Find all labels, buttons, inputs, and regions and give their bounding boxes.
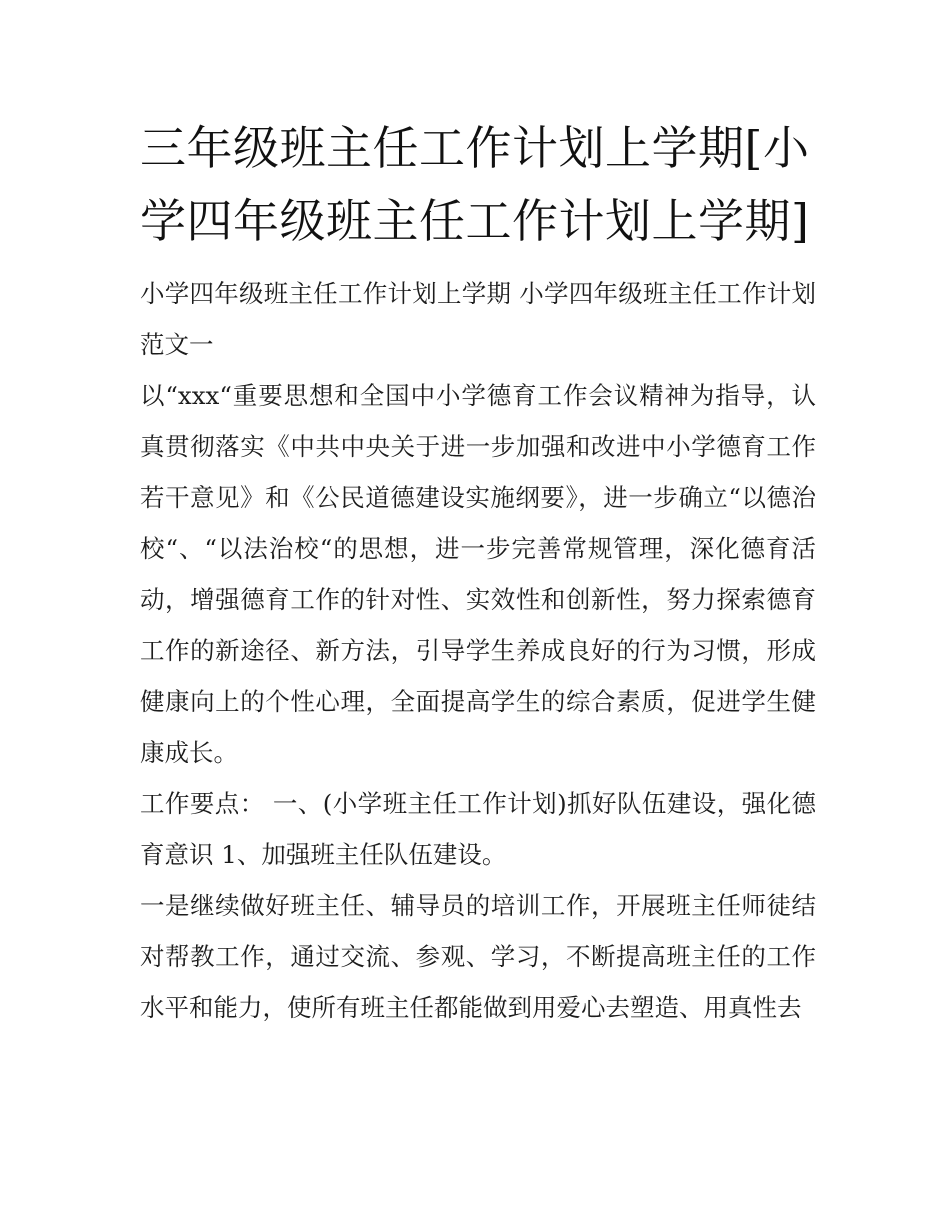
work-points-paragraph: 工作要点： 一、(小学班主任工作计划)抓好队伍建设，强化德育意识 1、加强班主任队伍建设。 <box>140 789 816 869</box>
document-title: 三年级班主任工作计划上学期[小学四年级班主任工作计划上学期] <box>140 121 810 248</box>
training-paragraph: 一是继续做好班主任、辅导员的培训工作，开展班主任师徒结对帮教工作，通过交流、参观、学习，不断提高班主任的工作水平和能力，使所有班主任都能做到用爱心去塑造、用真性去 <box>140 891 816 1022</box>
subtitle-paragraph: 小学四年级班主任工作计划上学期 小学四年级班主任工作计划范文一 <box>140 279 816 359</box>
guiding-principle-paragraph: 以“xxx“重要思想和全国中小学德育工作会议精神为指导，认真贯彻落实《中共中央关于进一步加强和改进中小学德育工作若干意见》和《公民道德建设实施纲要》，进一步确立“以德治校“、“以法治校“的思想，进一步完善常规管理，深化德育活动，增强德育工作的针对性、实效性和创新性，努力探索德育工作的新途径、新方法，引导学生养成良好的行为习惯，形成健康向上的个性心理，全面提高学生的综合素质，促进学生健康成长。 <box>140 381 816 767</box>
document-page <box>140 112 816 1033</box>
